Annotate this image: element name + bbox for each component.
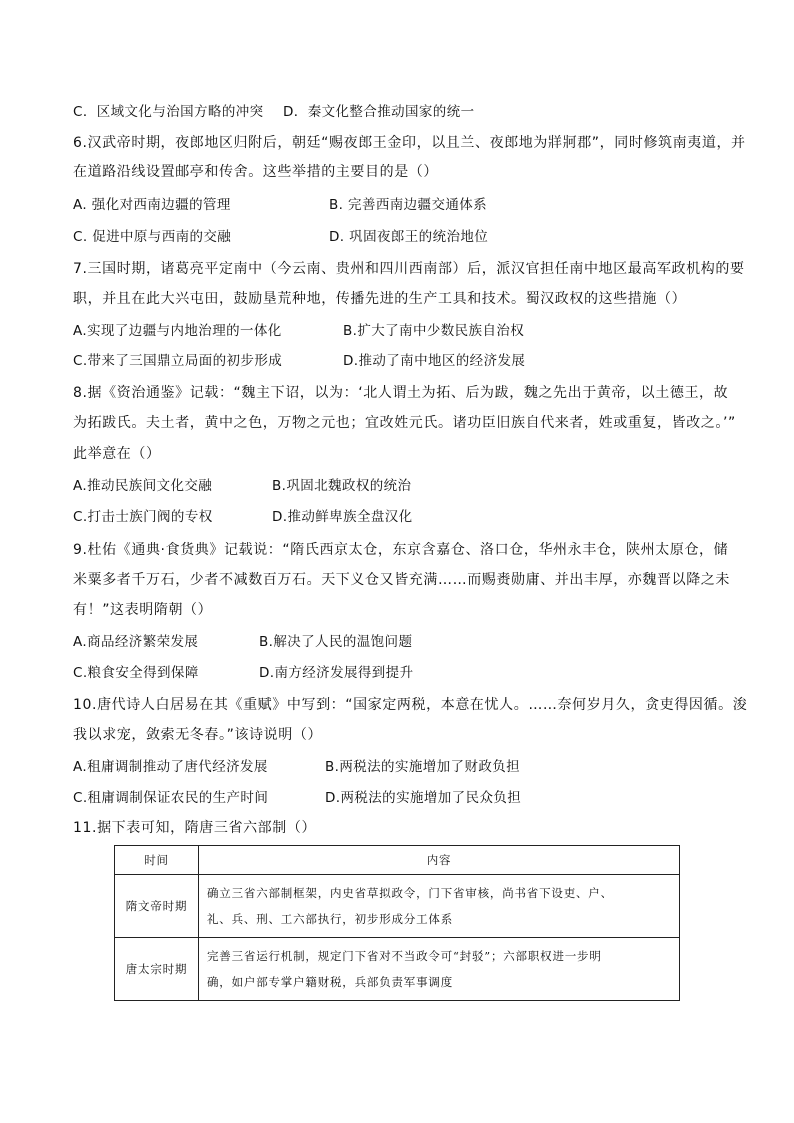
- table-cell-content-line: 礼、兵、刑、工六部执行，初步形成分工体系: [207, 912, 453, 926]
- table-header-time: 时间: [115, 846, 199, 875]
- table-cell-content-line: 确，如户部专掌户籍财税，兵部负责军事调度: [207, 975, 453, 989]
- q9-option-b[interactable]: B.解决了人民的温饱问题: [259, 634, 413, 650]
- q6-stem-line2: 在道路沿线设置邮亭和传舍。这些举措的主要目的是（）: [73, 164, 438, 180]
- table-row: [115, 875, 680, 938]
- q5-option-c[interactable]: C．区域文化与治国方略的冲突: [73, 104, 264, 120]
- q6-option-a[interactable]: A. 强化对西南边疆的管理: [73, 197, 231, 213]
- q10-option-c[interactable]: C.租庸调制保证农民的生产时间: [73, 790, 269, 806]
- q8-option-d[interactable]: D.推动鲜卑族全盘汉化: [272, 509, 413, 525]
- table-cell-content-line: 确立三省六部制框架，内史省草拟政令，门下省审核，尚书省下设吏、户、: [207, 886, 613, 900]
- q10-stem-line1: 10.唐代诗人白居易在其《重赋》中写到：“国家定两税，本意在忧人。……奈何岁月久，贪吏得因循。浚: [73, 697, 748, 713]
- q8-stem-line1: 8.据《资治通鉴》记载：“魏主下诏，以为：‘北人谓土为拓、后为跋，魏之先出于黄帝，以土德王，故: [73, 385, 729, 401]
- table-cell-content-line: 完善三省运行机制，规定门下省对不当政令可“封驳”；六部职权进一步明: [207, 949, 602, 963]
- q10-option-d[interactable]: D.两税法的实施增加了民众负担: [325, 790, 522, 806]
- q6-stem-line1: 6.汉武帝时期，夜郎地区归附后，朝廷“赐夜郎王金印，以且兰、夜郎地为牂牁郡”，同时修筑南夷道，并: [73, 135, 746, 151]
- q6-option-d[interactable]: D. 巩固夜郎王的统治地位: [329, 229, 489, 245]
- q7-stem-line1: 7.三国时期，诸葛亮平定南中（今云南、贵州和四川西南部）后，派汉官担任南中地区最高军政机构的要: [73, 261, 745, 277]
- q9-option-a[interactable]: A.商品经济繁荣发展: [73, 634, 199, 650]
- table-cell-era: 唐太宗时期: [115, 938, 199, 1001]
- table-cell-content: [199, 938, 680, 1001]
- q10-option-a[interactable]: A.租庸调制推动了唐代经济发展: [73, 759, 268, 775]
- q8-stem-line3: 此举意在（）: [73, 446, 161, 462]
- q7-stem-line2: 职，并且在此大兴屯田，鼓励垦荒种地，传播先进的生产工具和技术。蜀汉政权的这些措施（）: [73, 291, 687, 307]
- table-cell-content: [199, 875, 680, 938]
- q8-stem-line2: 为拓跋氏。夫土者，黄中之色，万物之元也；宜改姓元氏。诸功臣旧族自代来者，姓或重复，皆改之。’”: [73, 415, 736, 431]
- q10-option-b[interactable]: B.两税法的实施增加了财政负担: [325, 759, 521, 775]
- q7-option-a[interactable]: A.实现了边疆与内地治理的一体化: [73, 323, 282, 339]
- table-row: [115, 938, 680, 1001]
- q9-option-d[interactable]: D.南方经济发展得到提升: [259, 665, 414, 681]
- q7-option-b[interactable]: B.扩大了南中少数民族自治权: [343, 323, 525, 339]
- q9-option-c[interactable]: C.粮食安全得到保障: [73, 665, 199, 681]
- q7-option-c[interactable]: C.带来了三国鼎立局面的初步形成: [73, 353, 283, 369]
- table-header-content: 内容: [199, 846, 680, 875]
- q5-option-d[interactable]: D．秦文化整合推动国家的统一: [283, 104, 475, 120]
- q10-stem-line2: 我以求宠，敛索无冬春。”该诗说明（）: [73, 727, 323, 743]
- q7-option-d[interactable]: D.推动了南中地区的经济发展: [343, 353, 526, 369]
- q8-option-a[interactable]: A.推动民族间文化交融: [73, 478, 213, 494]
- q8-option-b[interactable]: B.巩固北魏政权的统治: [272, 478, 412, 494]
- q9-stem-line1: 9.杜佑《通典·食货典》记载说：“隋氏西京太仓，东京含嘉仓、洛口仓，华州永丰仓，陕州太原仓，储: [73, 542, 729, 558]
- q8-option-c[interactable]: C.打击士族门阀的专权: [73, 509, 213, 525]
- q6-option-c[interactable]: C. 促进中原与西南的交融: [73, 229, 232, 245]
- q11-table: [114, 845, 680, 1001]
- q11-stem: 11.据下表可知，隋唐三省六部制（）: [73, 820, 317, 836]
- table-cell-era: 隋文帝时期: [115, 875, 199, 938]
- q9-stem-line3: 有！”这表明隋朝（）: [73, 602, 213, 618]
- q9-stem-line2: 米粟多者千万石，少者不减数百万石。天下义仓又皆充满……而赐赉勋庸、并出丰厚，亦魏晋以降之未: [73, 572, 730, 588]
- q6-option-b[interactable]: B. 完善西南边疆交通体系: [329, 197, 488, 213]
